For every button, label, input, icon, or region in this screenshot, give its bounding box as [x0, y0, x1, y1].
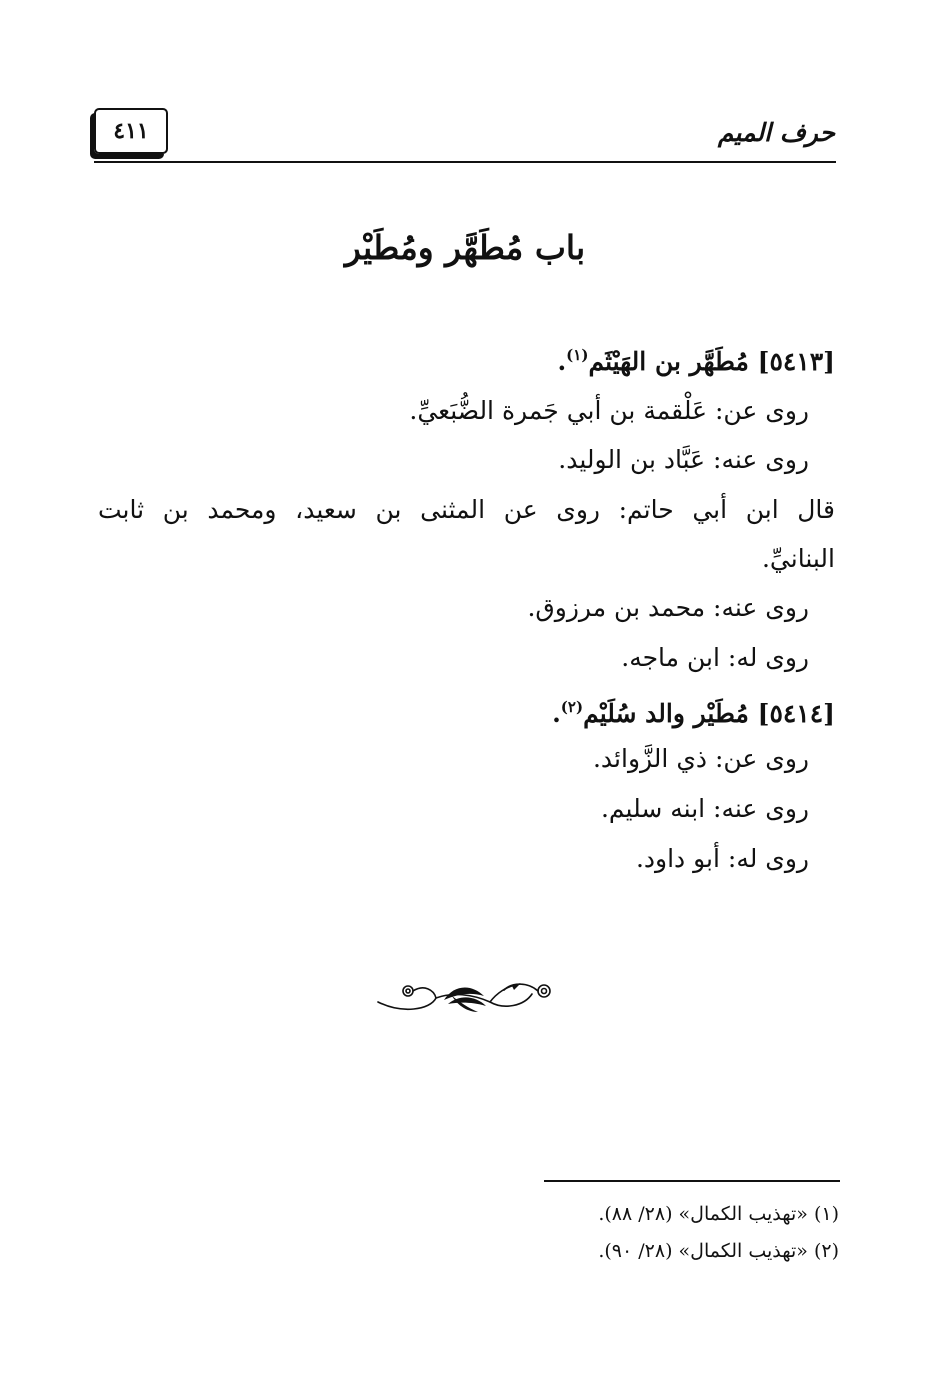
- entry-line: روى عنه: محمد بن مرزوق.: [527, 593, 809, 622]
- entry-line: روى عنه: عَبَّاد بن الوليد.: [558, 445, 809, 474]
- footnote-1: (١) «تهذيب الكمال» (٢٨/ ٨٨).: [598, 1203, 839, 1225]
- entry-number: [٥٤١٣]: [757, 347, 835, 376]
- entry-line: روى له: أبو داود.: [635, 844, 809, 873]
- header-rule: [94, 161, 836, 163]
- floral-ornament-icon: [372, 972, 562, 1022]
- entry-name: مُطَهَّر بن الهَيْثَم: [588, 347, 749, 376]
- entry-heading-5413: [٥٤١٣] مُطَهَّر بن الهَيْثَم$^{(١)}$.: [557, 346, 835, 376]
- entry-heading-5414: [٥٤١٤] مُطَيْر والد سُلَيْم$^{(٢)}$.: [552, 698, 835, 728]
- page-number-text: ٤١١: [113, 118, 149, 144]
- footnote-ref: (٢): [560, 698, 584, 716]
- entry-line: قال ابن أبي حاتم: روى عن المثنى بن سعيد، ومحمد بن ثابت: [98, 495, 835, 524]
- running-head: حرف الميم: [717, 118, 835, 147]
- entry-line: روى عن: ذي الزَّوائد.: [592, 744, 809, 773]
- entry-line: روى له: ابن ماجه.: [621, 643, 809, 672]
- chapter-title: باب مُطَهَّر ومُطَيْر: [344, 228, 586, 267]
- entry-line: البنانيِّ.: [761, 544, 835, 573]
- footnote-ref: (١): [566, 346, 589, 364]
- page-number: [94, 108, 168, 154]
- entry-line: روى عنه: ابنه سليم.: [600, 794, 809, 823]
- entry-line: روى عن: عَلْقمة بن أبي جَمرة الضُّبَعيِّ.: [409, 396, 809, 425]
- entry-number: [٥٤١٤]: [757, 699, 835, 728]
- footnote-rule: [544, 1180, 840, 1182]
- entry-name: مُطَيْر والد سُلَيْم: [583, 699, 749, 728]
- footnote-2: (٢) «تهذيب الكمال» (٢٨/ ٩٠).: [598, 1240, 839, 1262]
